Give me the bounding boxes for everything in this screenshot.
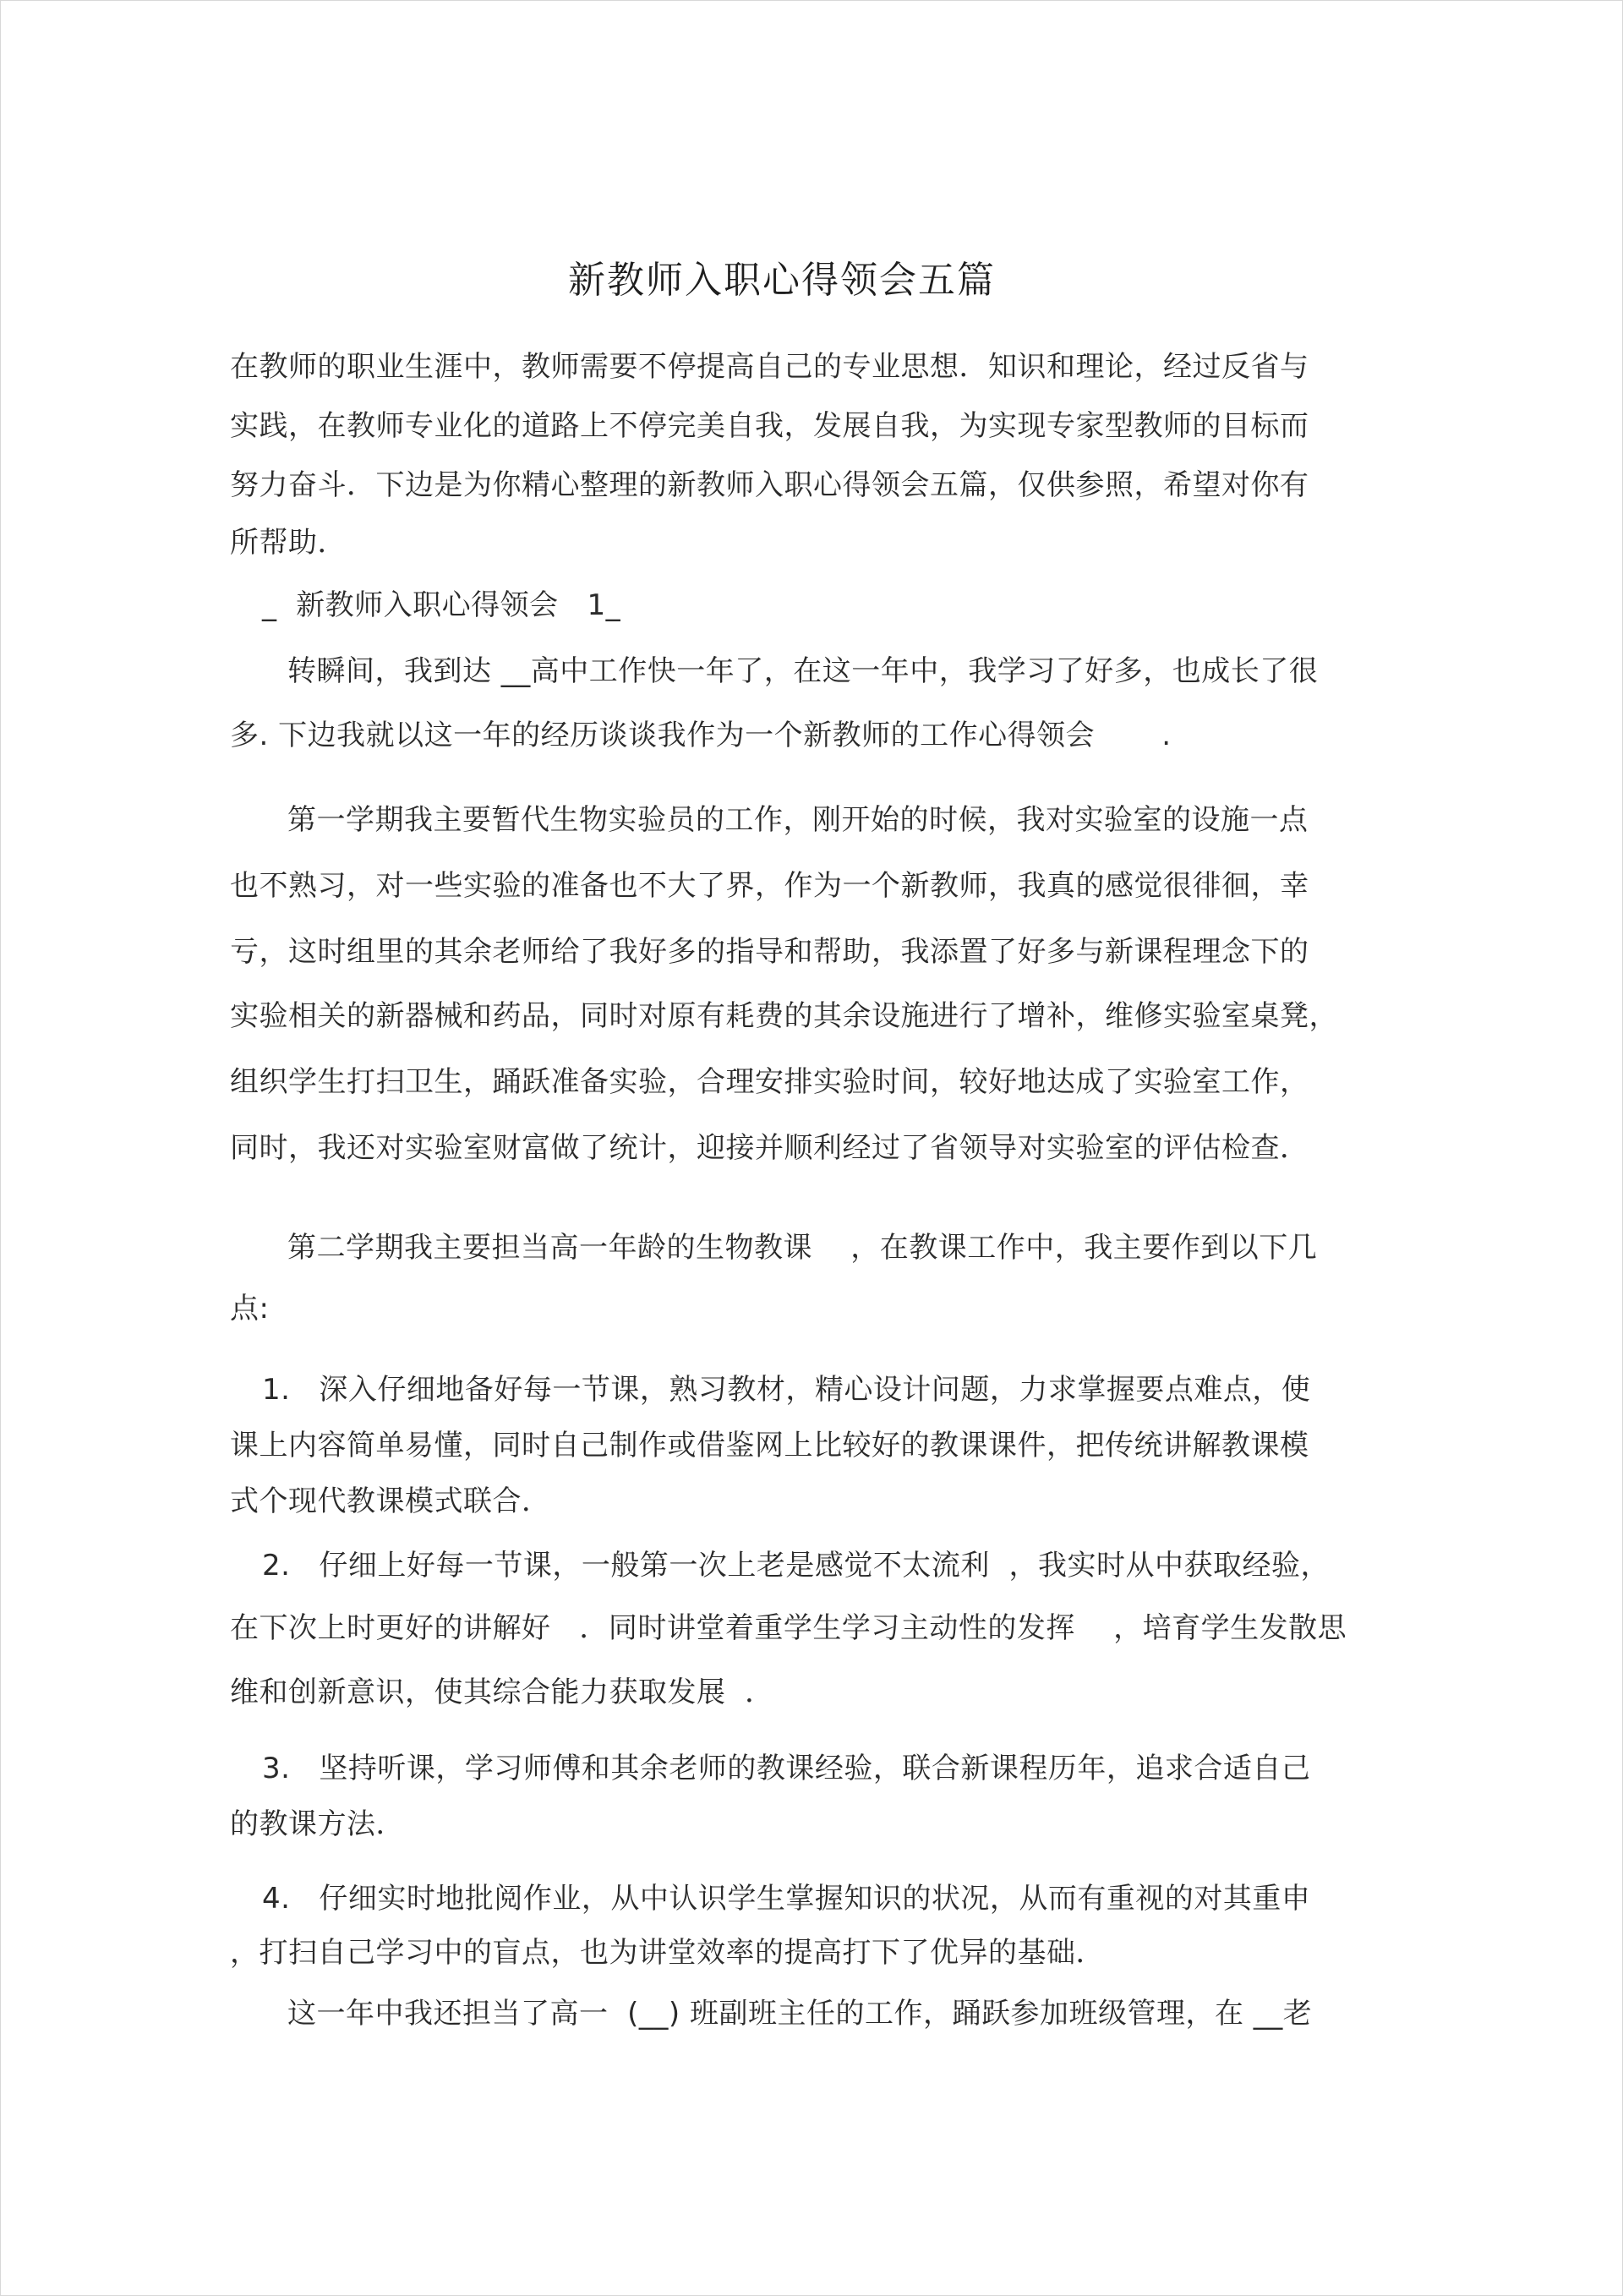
list-item-line: 式个现代教课模式联合． — [230, 1484, 551, 1518]
paragraph-line: 第二学期我主要担当高一年龄的生物教课 ，在教课工作中，我主要作到以下几 — [287, 1231, 1318, 1265]
list-item-line: 维和创新意识，使其综合能力获取发展 ． — [230, 1676, 774, 1709]
list-item-line: 4. 仔细实时地批阅作业，从中认识学生掌握知识的状况，从而有重视的对其重申 — [262, 1882, 1311, 1916]
list-item-line: 的教课方法． — [230, 1807, 405, 1841]
paragraph-line: 点: — [230, 1292, 270, 1326]
intro-line: 努力奋斗．下边是为你精心整理的新教师入职心得领会五篇，仅供参照，希望对你有 — [230, 468, 1309, 502]
list-item-line: 在下次上时更好的讲解好 ．同时讲堂着重学生学习主动性的发挥 ，培育学生发散思 — [230, 1611, 1347, 1645]
list-item-line: ，打扫自己学习中的盲点，也为讲堂效率的提高打下了优异的基础． — [230, 1936, 1105, 1970]
intro-line: 所帮助． — [230, 526, 347, 560]
paragraph-line: 第一学期我主要暂代生物实验员的工作，刚开始的时候，我对实验室的设施一点 — [287, 803, 1309, 837]
paragraph-line: 组织学生打扫卫生，踊跃准备实验，合理安排实验时间，较好地达成了实验室工作， — [230, 1065, 1309, 1099]
paragraph-line: 也不熟习，对一些实验的准备也不大了界，作为一个新教师，我真的感觉很徘徊，幸 — [230, 869, 1309, 903]
document-title: 新教师入职心得领会五篇 — [568, 259, 996, 302]
paragraph-line: 转瞬间，我到达 __高中工作快一年了，在这一年中，我学习了好多，也成长了很 — [287, 654, 1319, 688]
section-heading: _ 新教师入职心得领会 1_ — [262, 588, 621, 622]
intro-line: 实践，在教师专业化的道路上不停完美自我，发展自我，为实现专家型教师的目标而 — [230, 409, 1309, 443]
list-item-line: 3. 坚持听课，学习师傅和其余老师的教课经验，联合新课程历年，追求合适自己 — [262, 1752, 1311, 1785]
intro-line: 在教师的职业生涯中，教师需要不停提高自己的专业思想．知识和理论，经过反省与 — [230, 350, 1309, 384]
list-item-line: 课上内容简单易懂，同时自己制作或借鉴网上比较好的教课课件，把传统讲解教课模 — [230, 1429, 1309, 1462]
paragraph-line: 多. 下边我就以这一年的经历谈谈我作为一个新教师的工作心得领会 . — [230, 719, 1172, 752]
list-item-line: 1. 深入仔细地备好每一节课，熟习教材，精心设计问题，力求掌握要点难点，使 — [262, 1373, 1311, 1407]
paragraph-line: 同时，我还对实验室财富做了统计，迎接并顺利经过了省领导对实验室的评估检查． — [230, 1131, 1309, 1165]
paragraph-line: 实验相关的新器械和药品，同时对原有耗费的其余设施进行了增补，维修实验室桌凳， — [230, 999, 1338, 1033]
paragraph-line: 这一年中我还担当了高一 (__) 班副班主任的工作，踊跃参加班级管理，在 __老 — [287, 1997, 1313, 2031]
paragraph-line: 亏，这时组里的其余老师给了我好多的指导和帮助，我添置了好多与新课程理念下的 — [230, 935, 1309, 969]
list-item-line: 2. 仔细上好每一节课，一般第一次上老是感觉不太流利 ，我实时从中获取经验， — [262, 1549, 1330, 1583]
